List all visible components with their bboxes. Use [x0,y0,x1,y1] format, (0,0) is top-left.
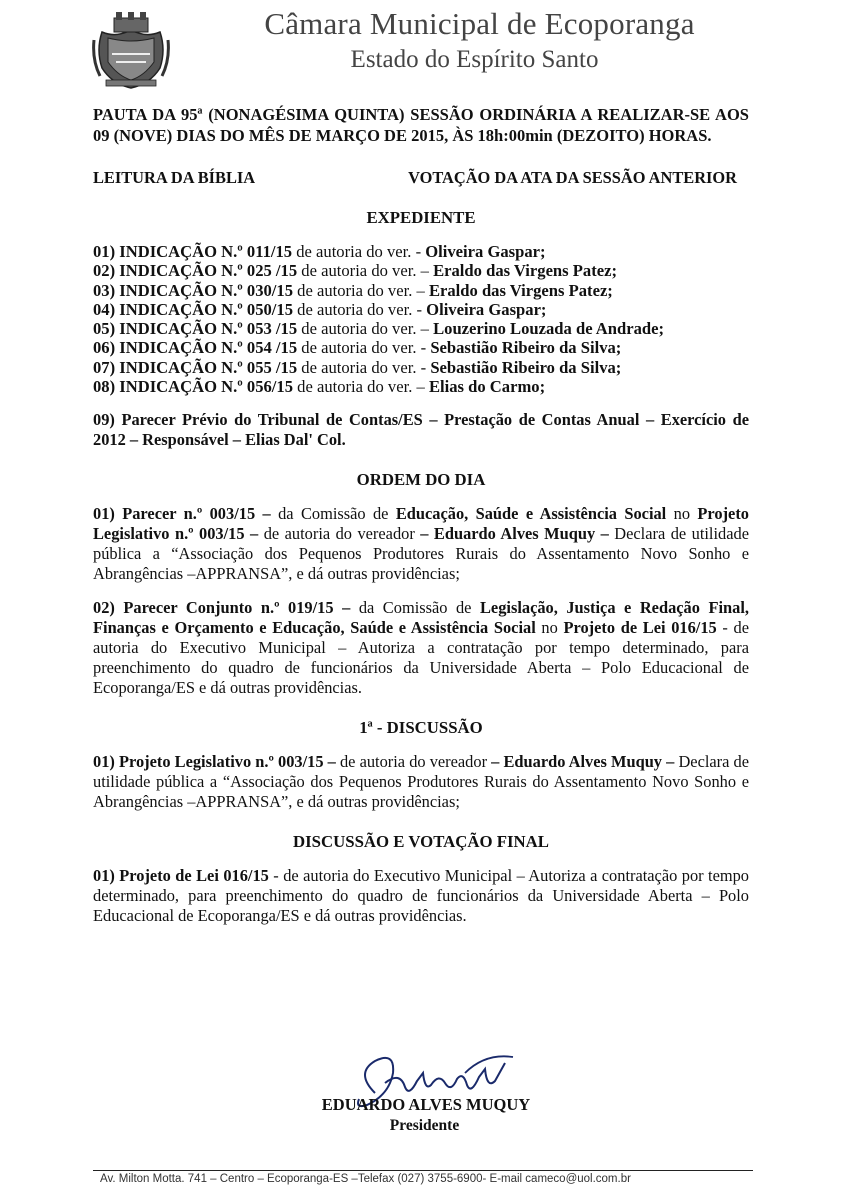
list-item: 03) INDICAÇÃO N.º 030/15 de autoria do ver. – Eraldo das Virgens Patez; [93,280,613,300]
primeira-discussao-heading: 1ª - DISCUSSÃO [359,718,483,738]
list-item: 08) INDICAÇÃO N.º 056/15 de autoria do ver. – Elias do Carmo; [93,377,546,397]
bible-reading: LEITURA DA BÍBLIA [93,168,256,187]
discussao-item-01: 01) Projeto Legislativo n.º 003/15 – de autoria do vereador – Eduardo Alves Muquy – Declara de utilidade pública a “Associação dos Pequenos Produtores Rurais do Assentamento Novo Sonho e Abrangências –APPRANSA”, e dá outras providências; [93,752,750,812]
expediente-list [93,242,749,396]
document-body [93,104,749,926]
expediente-heading: EXPEDIENTE [366,208,476,227]
expediente-item-09: 09) Parecer Prévio do Tribunal de Contas/ES – Prestação de Contas Anual – Exercício de 2012 – Responsável – Elias Dal' Col. [93,410,749,450]
header-subtitle: Estado do Espírito Santo [350,46,599,73]
header-title: Câmara Municipal de Ecoporanga [264,6,695,41]
list-item: 07) INDICAÇÃO N.º 055 /15 de autoria do ver. - Sebastião Ribeiro da Silva; [93,357,622,377]
votacao-final-item-01: 01) Projeto de Lei 016/15 - de autoria do Executivo Municipal – Autoriza a contratação por tempo determinado, para preenchimento do quadro de funcionários da Universidade Aberta – Polo Educacional de Ecoporanga/ES e dá outras providências. [93,866,749,926]
list-item: 05) INDICAÇÃO N.º 053 /15 de autoria do ver. – Louzerino Louzada de Andrade; [93,319,665,339]
footer-address: Av. Milton Motta. 741 – Centro – Ecoporanga-ES –Telefax (027) 3755-6900- E-mail cameco@uol.com.br [100,1173,631,1185]
opening-items [93,168,749,188]
signature-block [0,1035,849,1135]
list-item: 04) INDICAÇÃO N.º 050/15 de autoria do ver. - Oliveira Gaspar; [93,299,547,319]
minutes-vote: VOTAÇÃO DA ATA DA SESSÃO ANTERIOR [408,168,737,187]
signatory-role: Presidente [389,1117,460,1134]
signatory-name: EDUARDO ALVES MUQUY [321,1095,531,1114]
session-agenda-title: PAUTA DA 95ª (NONAGÉSIMA QUINTA) SESSÃO ORDINÁRIA A REALIZAR-SE AOS 09 (NOVE) DIAS DO MÊS DE MARÇO DE 2015, ÀS 18h:00min (DEZOITO) HORAS. [93,105,749,145]
footer-divider [93,1170,753,1171]
list-item: 02) INDICAÇÃO N.º 025 /15 de autoria do ver. – Eraldo das Virgens Patez; [93,261,617,281]
votacao-final-heading: DISCUSSÃO E VOTAÇÃO FINAL [293,832,549,852]
list-item: 01) INDICAÇÃO N.º 011/15 de autoria do ver. - Oliveira Gaspar; [93,242,546,261]
ordem-do-dia-heading: ORDEM DO DIA [356,470,486,490]
list-item: 06) INDICAÇÃO N.º 054 /15 de autoria do ver. - Sebastião Ribeiro da Silva; [93,338,622,358]
ordem-item-02: 02) Parecer Conjunto n.º 019/15 – da Comissão de Legislação, Justiça e Redação Final, Finanças e Orçamento e Educação, Saúde e Assistência Social no Projeto de Lei 016/15 - de autoria do Executivo Municipal – Autoriza a contratação por tempo determinado, para preenchimento do quadro de funcionários da Universidade Aberta – Polo Educacional de Ecoporanga/ES e dá outras providências. [93,598,749,698]
ordem-item-01: 01) Parecer n.º 003/15 – da Comissão de Educação, Saúde e Assistência Social no Projeto Legislativo n.º 003/15 – de autoria do vereador – Eduardo Alves Muquy – Declara de utilidade pública a “Associação dos Pequenos Produtores Rurais do Assentamento Novo Sonho e Abrangências –APPRANSA”, e dá outras providências; [93,504,749,584]
